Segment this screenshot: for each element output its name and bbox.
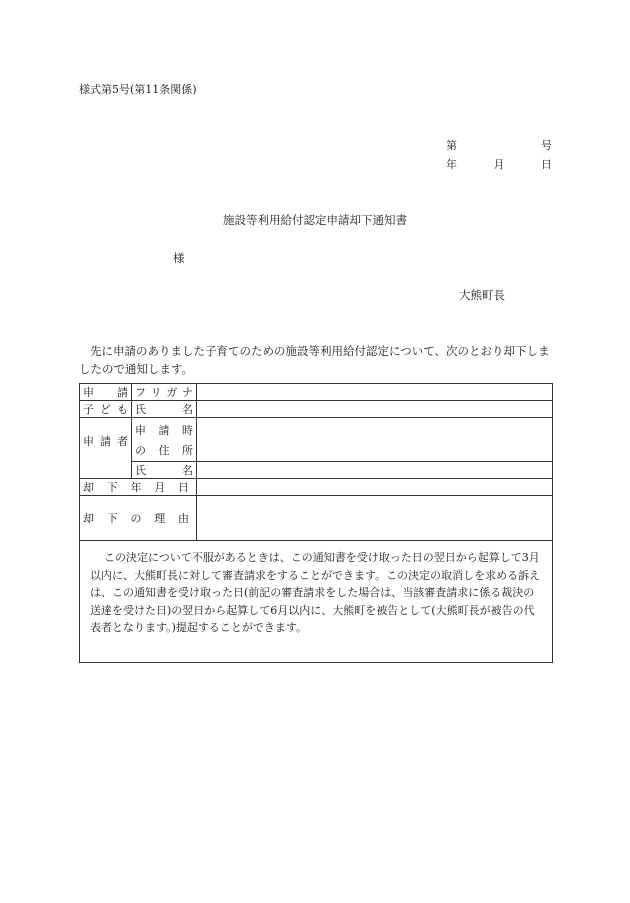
furigana-label: フ リ ガ ナ	[135, 386, 193, 399]
rejection-reason-field[interactable]	[197, 496, 553, 541]
applicant-label-cell	[80, 418, 132, 479]
document-number-block	[446, 137, 552, 175]
date-month: 月	[493, 158, 505, 171]
table-row	[80, 496, 553, 541]
child-label-top-cell	[80, 384, 132, 401]
table-row	[80, 479, 553, 496]
table-row	[80, 541, 553, 663]
applicant-label: 申 請 者	[83, 435, 128, 448]
child-name-label-cell	[132, 401, 197, 418]
date-day: 日	[541, 158, 552, 171]
child-label-bottom: 子 ど も	[83, 403, 128, 416]
number-prefix: 第	[446, 139, 457, 152]
document-number-row	[446, 137, 552, 156]
address-label-cell	[132, 418, 197, 462]
rejection-reason-label: 却 下 の 理 由	[83, 512, 189, 525]
appeal-notice: この決定について不服があるときは、この通知書を受け取った日の翌日から起算して3月以内に、大熊町長に対して審査請求をすることができます。この決定の取消しを求める訴えは、この通知書を受け取った日(前記の審査請求をした場合は、当該審査請求に係る裁決の送達を受けた日)の翌日から起算して6月以内に、大熊町を被告として(大熊町長が被告の代表者となります。)提起することができます。	[90, 551, 541, 634]
form-number: 様式第5号(第11条関係)	[79, 83, 197, 96]
rejection-date-label-cell	[80, 479, 197, 496]
table-row	[80, 462, 553, 479]
child-label-bottom-cell	[80, 401, 132, 418]
applicant-name-label: 氏 名	[135, 464, 193, 477]
date-year: 年	[446, 158, 457, 171]
child-label-top: 申 請	[83, 386, 128, 399]
address-label-top: 申 請 時	[135, 423, 193, 437]
appeal-notice-cell	[80, 541, 553, 663]
applicant-name-field[interactable]	[197, 462, 553, 479]
applicant-address-field[interactable]	[197, 418, 553, 462]
address-label-bottom: の 住 所	[135, 443, 193, 457]
rejection-reason-label-cell	[80, 496, 197, 541]
body-text: 先に申請のありました子育てのための施設等利用給付認定について、次のとおり却下しましたので通知します。	[79, 344, 550, 376]
document-title	[0, 212, 630, 228]
rejection-date-label: 却 下 年 月 日	[83, 481, 189, 494]
furigana-label-cell	[132, 384, 197, 401]
issuer: 大熊町長	[459, 288, 505, 302]
number-suffix: 号	[541, 139, 552, 152]
table-row	[80, 384, 553, 401]
table-row	[80, 418, 553, 462]
addressee-suffix: 様	[173, 251, 185, 265]
table-row	[80, 401, 553, 418]
rejection-date-field[interactable]	[197, 479, 553, 496]
child-name-label: 氏 名	[135, 403, 193, 416]
date-row	[446, 156, 552, 175]
child-name-field[interactable]	[197, 401, 553, 418]
child-furigana-field[interactable]	[197, 384, 553, 401]
title-text: 施設等利用給付認定申請却下通知書	[223, 213, 407, 227]
applicant-name-label-cell	[132, 462, 197, 479]
details-table	[79, 383, 553, 663]
